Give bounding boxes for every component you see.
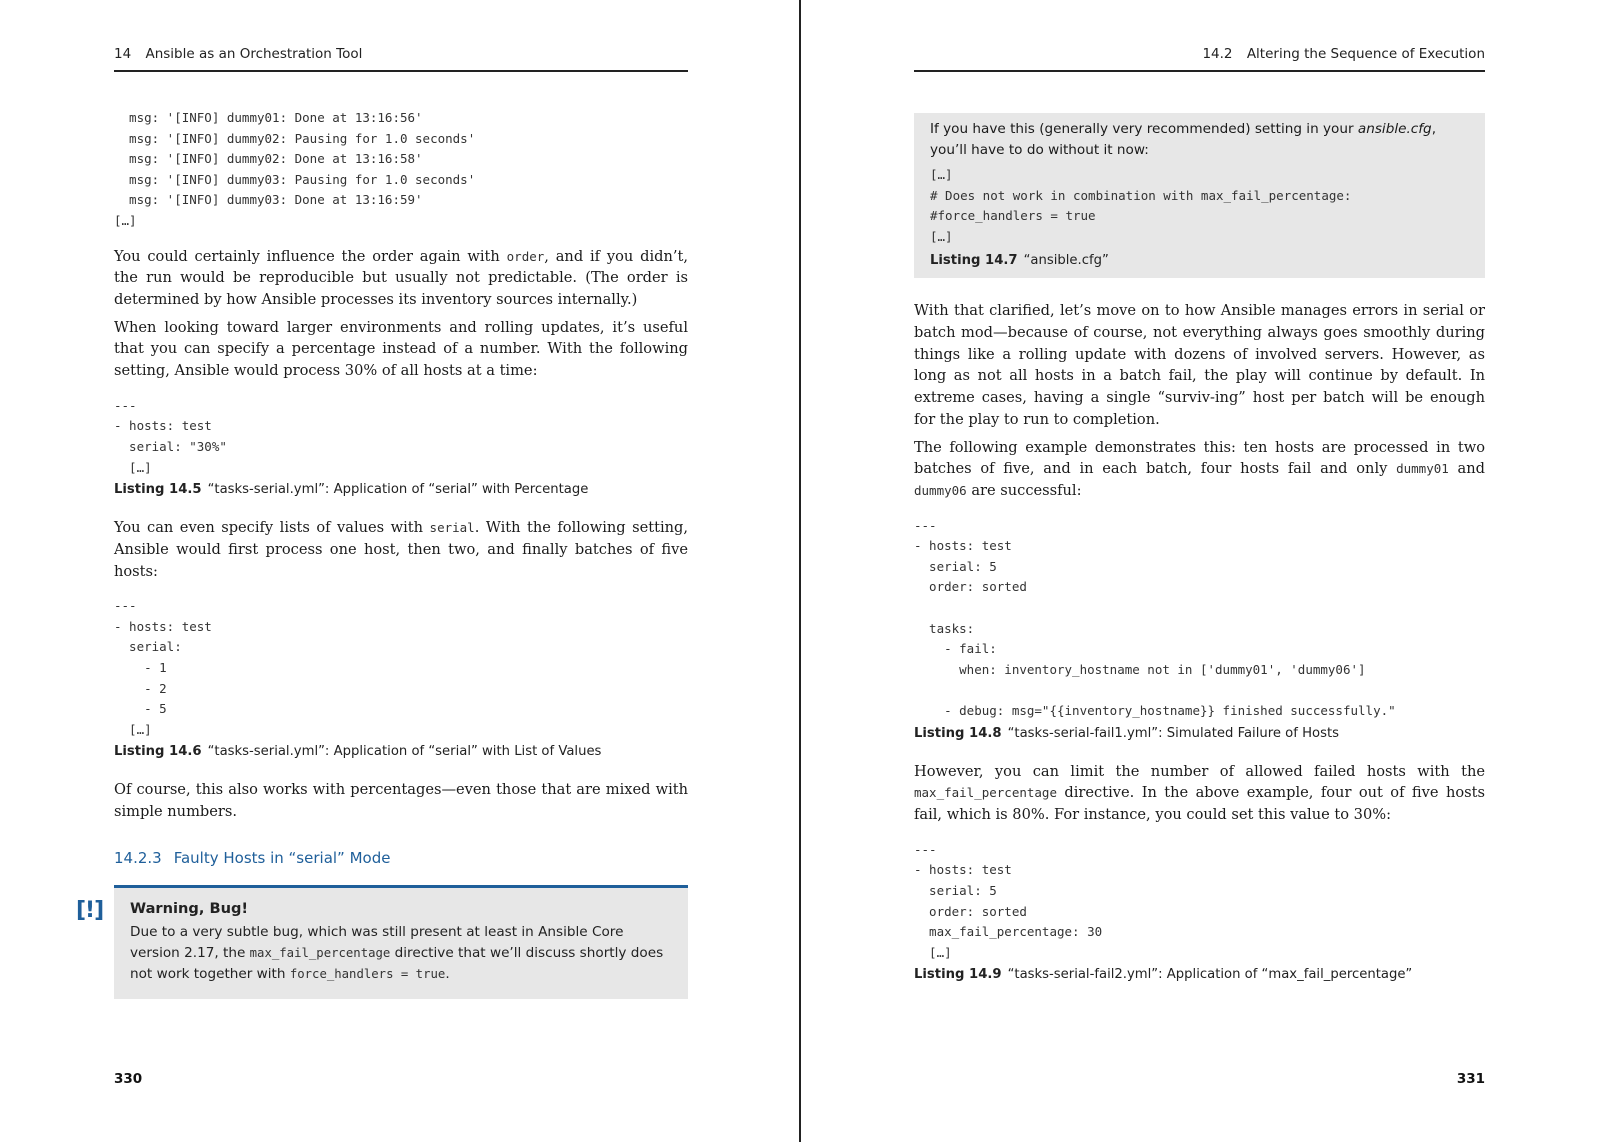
note-text: [930, 119, 1469, 161]
filename: ansible.cfg: [1357, 121, 1432, 137]
paragraph: With that clarified, let’s move on to how Ansible manages errors in serial or batch mod—because of course, not everything always goes smoothly during things like a rolling update with dozens of involved servers. However, as long as not all hosts in a batch fail, the play will continue by default. In extreme cases, having a single “surviv-ing” host per batch will be enough for the play to run to completion.: [914, 302, 1485, 428]
section-number: 14.2: [1202, 46, 1233, 62]
listing-caption: [930, 253, 1469, 268]
caption-label: Listing 14.8: [914, 725, 1002, 741]
code-listing-14-5: --- - hosts: test serial: "30%" […]: [114, 397, 227, 475]
header-rule: [914, 70, 1485, 72]
paragraph: Of course, this also works with percentages—even those that are mixed with simple numbers.: [114, 781, 688, 821]
listing-caption: [114, 744, 688, 759]
caption-text: “tasks-serial-fail2.yml”: Application of “max_fail_percentage”: [1007, 967, 1413, 983]
inline-code: max_fail_percentage: [249, 945, 391, 960]
text: Due to a very subtle bug, which was still present at least in Ansible Core version 2.17, the: [130, 923, 624, 961]
paragraph: [114, 246, 688, 311]
inline-code: serial: [429, 520, 475, 536]
warning-box: [114, 885, 688, 999]
paragraph: [914, 437, 1485, 502]
page-number: 331: [1456, 1071, 1485, 1087]
text: You can even specify lists of values with: [114, 519, 430, 537]
header-rule: [114, 70, 688, 72]
warning-icon: [!]: [76, 898, 104, 923]
text: If you have this (generally very recommended) setting in your: [930, 121, 1358, 137]
text: You could certainly influence the order again with: [114, 247, 507, 265]
inline-code: force_handlers = true: [289, 966, 446, 981]
inline-code: dummy01: [1396, 461, 1449, 477]
running-header: [114, 46, 362, 62]
caption-label: Listing 14.9: [914, 967, 1002, 983]
caption-text: “tasks-serial.yml”: Application of “serial” with Percentage: [207, 482, 589, 498]
warning-title: Warning, Bug!: [130, 899, 249, 917]
caption-text: “tasks-serial-fail1.yml”: Simulated Failure of Hosts: [1007, 725, 1339, 741]
text: . With the following setting, Ansible would first process one host, then two, and finally batches of five hosts:: [114, 519, 688, 580]
running-header: [1202, 46, 1485, 62]
note-box: [914, 113, 1485, 278]
caption-label: Listing 14.6: [114, 744, 202, 760]
caption-label: Listing 14.5: [114, 482, 202, 498]
inline-code: order: [506, 248, 545, 264]
text: directive. In the above example, four out of five hosts fail, which is 80%. For instance, you could set this value to 30%:: [914, 784, 1485, 824]
chapter-number: 14: [114, 46, 132, 62]
code-listing-14-6: --- - hosts: test serial: - 1 - 2 - 5 […]: [114, 598, 212, 737]
listing-caption: [914, 967, 1485, 982]
text: are successful:: [966, 482, 1082, 499]
code-output-block: msg: '[INFO] dummy01: Done at 13:16:56' msg: '[INFO] dummy02: Pausing for 1.0 seconds' msg: '[INFO] dummy02: Done at 13:16:58' msg: '[INFO] dummy03: Pausing for 1.0 seconds' msg: '[INFO] dummy03: Done at 13:16:59' […]: [114, 110, 476, 228]
inline-code: dummy06: [914, 483, 967, 498]
warning-text: [130, 922, 672, 985]
page-content: [914, 113, 1485, 1002]
text: .: [445, 965, 450, 982]
page-content: [114, 108, 688, 999]
text: However, you can limit the number of allowed failed hosts with the: [914, 762, 1485, 780]
listing-caption: [914, 726, 1485, 741]
section-title: Faulty Hosts in “serial” Mode: [173, 848, 391, 867]
chapter-title: Ansible as an Orchestration Tool: [145, 46, 363, 62]
page-number: 330: [114, 1071, 143, 1087]
caption-text: “tasks-serial.yml”: Application of “serial” with List of Values: [207, 744, 602, 760]
section-heading: [114, 849, 688, 867]
code-listing-14-8: --- - hosts: test serial: 5 order: sorted tasks: - fail: when: inventory_hostname not in ['dummy01', 'dummy06'] - debug: msg="{{inventory_hostname}} finished successfully.": [914, 517, 1396, 719]
inline-code: max_fail_percentage: [914, 785, 1057, 801]
paragraph: [114, 517, 688, 582]
text: and: [1448, 460, 1485, 478]
text: , you’ll have to do without it now:: [930, 121, 1437, 158]
section-number: 14.2.3: [114, 848, 162, 867]
right-page: [800, 0, 1600, 1142]
code-listing-14-9: --- - hosts: test serial: 5 order: sorted max_fail_percentage: 30 […]: [914, 841, 1103, 960]
section-title: Altering the Sequence of Execution: [1246, 46, 1485, 62]
paragraph: When looking toward larger environments and rolling updates, it’s useful that you can specify a percentage instead of a number. With the following setting, Ansible would process 30% of all hosts at a time:: [114, 318, 688, 380]
paragraph: [914, 761, 1485, 826]
text: The following example demonstrates this: ten hosts are processed in two batches of five, and in each batch, four hosts fail and only: [914, 438, 1485, 478]
caption-text: “ansible.cfg”: [1023, 253, 1109, 269]
code-listing-14-7: […] # Does not work in combination with max_fail_percentage: #force_handlers = true […]: [930, 167, 1352, 244]
text: , and if you didn’t, the run would be reproducible but usually not predictable. (The order is determined by how Ansible processes its inventory sources internally.): [114, 247, 688, 308]
caption-label: Listing 14.7: [930, 253, 1018, 269]
text: directive that we’ll discuss shortly does not work together with: [130, 944, 664, 982]
listing-caption: [114, 482, 688, 497]
